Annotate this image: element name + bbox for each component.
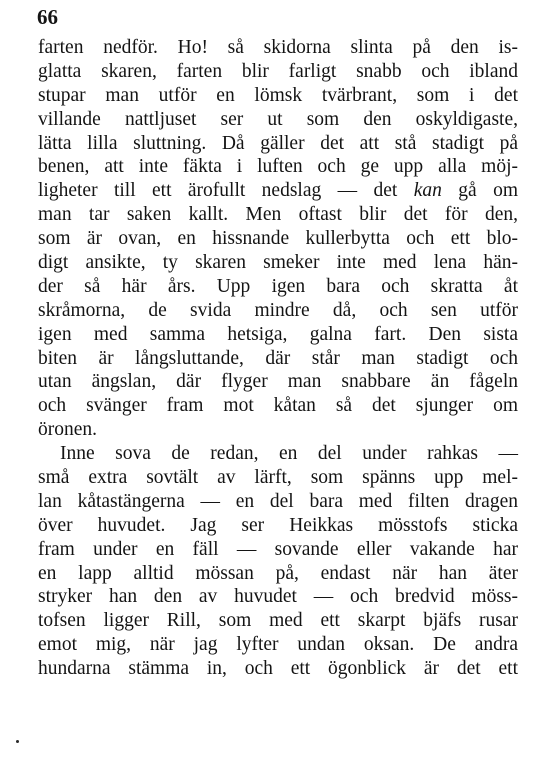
page-number: 66: [37, 5, 58, 29]
paragraph-2: [38, 442, 518, 681]
text-line: igen med samma hetsiga, galna fart. Den sista: [38, 323, 518, 345]
text-line-with-emphasis: [38, 179, 518, 203]
text-segment: ligheter till ett ärofullt nedslag — det: [38, 180, 414, 202]
paragraph-1: [38, 36, 518, 442]
text-line: öronen.: [38, 419, 98, 441]
text-line: villande nattljuset ser ut som den oskyldigaste,: [38, 108, 518, 130]
emphasized-word: kan: [413, 180, 442, 202]
ink-speck: [16, 740, 19, 743]
text-line: man tar saken kallt. Men oftast blir det för den,: [38, 204, 518, 226]
text-segment: gå om: [441, 180, 518, 202]
text-line: hundarna stämma in, och ett ögonblick är det ett: [38, 658, 518, 680]
text-line: över huvudet. Jag ser Heikkas mösstofs sticka: [38, 514, 518, 536]
text-line: stryker han den av huvudet — och bredvid möss-: [38, 586, 518, 608]
text-line: glatta skaren, farten blir farligt snabb och ibland: [38, 60, 518, 82]
text-line: biten är långsluttande, där står man stadigt och: [38, 347, 518, 369]
text-line: stupar man utför en lömsk tvärbrant, som i det: [38, 84, 518, 106]
text-line: skråmorna, de svida mindre då, och sen utför: [38, 299, 518, 321]
body-text: [38, 36, 518, 681]
text-line: en lapp alltid mössan på, endast när han äter: [38, 562, 518, 584]
text-line: utan ängslan, där flyger man snabbare än fågeln: [38, 371, 518, 393]
text-line: fram under en fäll — sovande eller vakande har: [38, 538, 518, 560]
text-line: som är ovan, en hissnande kullerbytta och ett blo-: [38, 228, 518, 250]
text-line: små extra sovtält av lärft, som spänns upp mel-: [38, 467, 518, 489]
text-line: der så här års. Upp igen bara och skratta åt: [38, 275, 518, 297]
text-line: Inne sova de redan, en del under rahkas —: [60, 443, 518, 465]
text-line: lätta lilla sluttning. Då gäller det att stå stadigt på: [38, 132, 518, 154]
text-line: digt ansikte, ty skaren smeker inte med lena hän-: [38, 252, 518, 274]
text-line: farten nedför. Ho! så skidorna slinta på den is-: [38, 37, 518, 58]
text-line: lan kåtastängerna — en del bara med filten dragen: [38, 490, 518, 512]
text-line: tofsen ligger Rill, som med ett skarpt bjäfs rusar: [38, 610, 518, 632]
text-line: benen, att inte fäkta i luften och ge upp alla möj-: [38, 156, 518, 178]
text-line: emot mig, när jag lyfter undan oksan. De andra: [38, 634, 518, 656]
text-line: och svänger fram mot kåtan så det sjunger om: [38, 395, 518, 417]
